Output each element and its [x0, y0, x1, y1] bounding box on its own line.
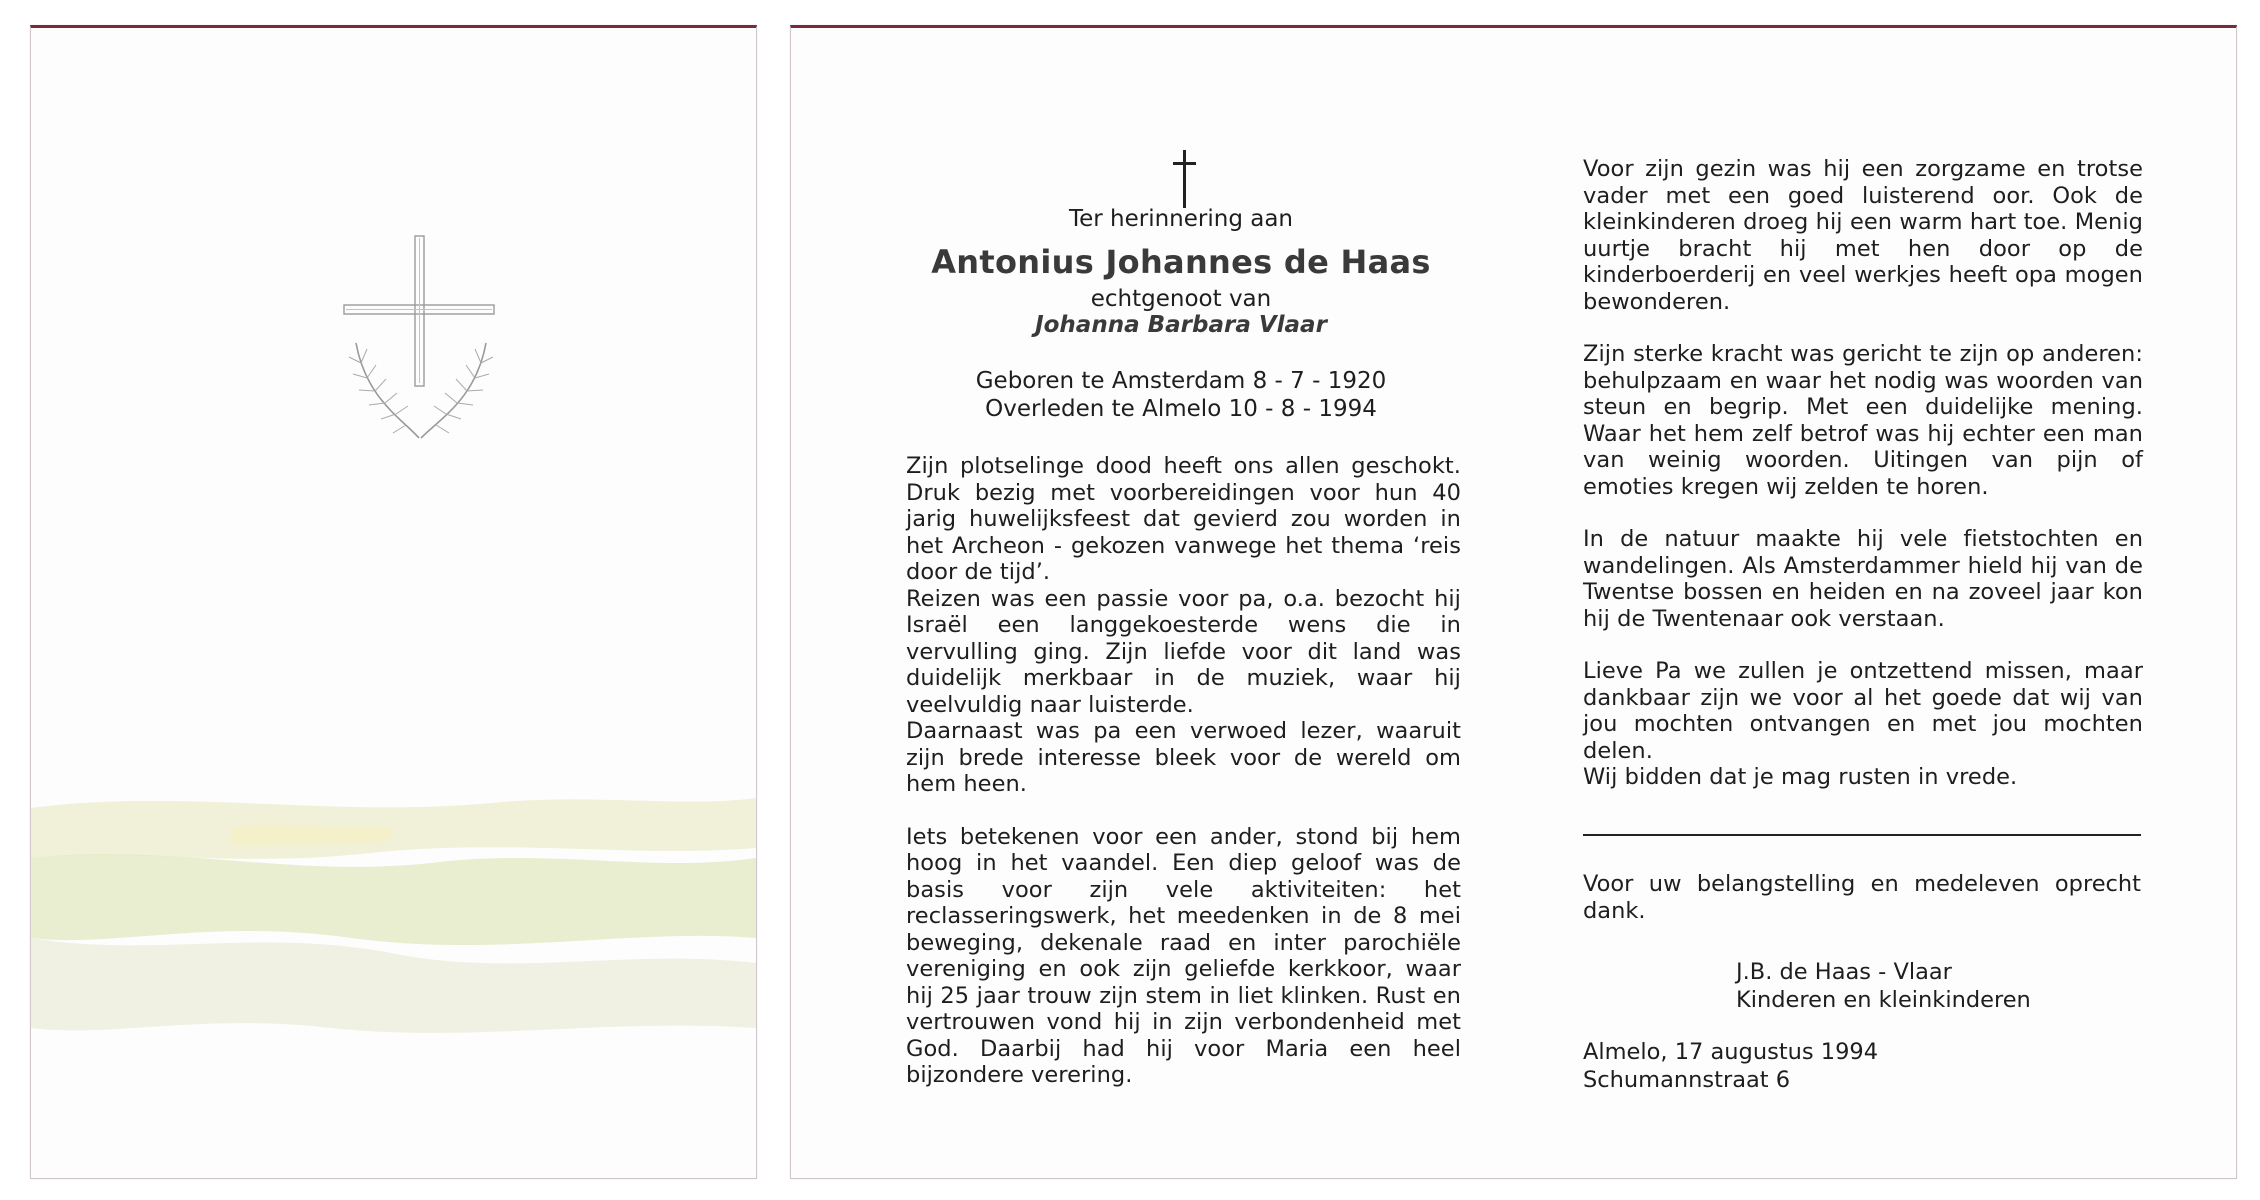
right-text-column — [1583, 156, 2143, 791]
front-cover — [30, 25, 757, 1179]
memorial-intro: Ter herinnering aan — [1068, 206, 1294, 232]
place-date-block — [1583, 1038, 1878, 1094]
signature-name: J.B. de Haas - Vlaar — [1736, 959, 1952, 985]
paragraph: Zijn plotselinge dood heeft ons allen geschokt. Druk bezig met voorbereidingen voor hun 40 jarig huwelijksfeest dat gevierd zou worden in het Archeon - gekozen vanwege het thema ‘reis door de tijd’. — [906, 453, 1461, 585]
paragraph: Lieve Pa we zullen je ontzettend missen, maar dankbaar zijn we voor al het goede dat wij van jou mochten ontvangen en met jou mochten delen. — [1583, 658, 2143, 764]
paragraph: Daarnaast was pa een verwoed lezer, waaruit zijn brede interesse bleek voor de wereld om hem heen. — [906, 718, 1461, 797]
cross-icon — [1171, 148, 1199, 210]
paragraph: Voor zijn gezin was hij een zorgzame en trotse vader met een goed luisterend oor. Ook de kleinkinderen droeg hij een warm hart toe. Menig uurtje bracht hij met hen door op de kinderboerderij en veel werkjes heeft opa mogen bewonderen. — [1583, 156, 2143, 315]
left-text-column — [906, 453, 1461, 1089]
closing-line: Wij bidden dat je mag rusten in vrede. — [1583, 764, 2018, 790]
paragraph: In de natuur maakte hij vele fietstochten en wandelingen. Als Amsterdammer hield hij van de Twentse bossen en heiden en na zoveel jaar kon hij de Twentenaar ook verstaan. — [1583, 526, 2143, 632]
signature-block — [1736, 958, 2031, 1014]
paragraph: Zijn sterke kracht was gericht te zijn op anderen: behulpzaam en waar het nodig was woorden van steun en begrip. Met een duidelijke mening. Waar het hem zelf betrof was hij echter een man van weinig woorden. Uitingen van pijn of emoties kregen wij zelden te horen. — [1583, 341, 2143, 500]
cross-with-palm-branches-icon — [341, 233, 501, 448]
address: Schumannstraat 6 — [1583, 1067, 1791, 1093]
paragraph: Reizen was een passie voor pa, o.a. bezocht hij Israël een langgekoesterde wens die in vervulling ging. Zijn liefde voor dit land was duidelijk merkbaar in de muziek, waar hij veelvuldig naar luisterde. — [906, 585, 1461, 718]
spouse-label: echtgenoot van — [1090, 286, 1272, 312]
birth-line: Geboren te Amsterdam 8 - 7 - 1920 — [975, 368, 1387, 394]
signature-family: Kinderen en kleinkinderen — [1736, 987, 2031, 1013]
inside-spread — [790, 25, 2237, 1179]
divider — [1583, 834, 2141, 836]
paragraph: Iets betekenen voor een ander, stond bij hem hoog in het vaandel. Een diep geloof was de basis voor zijn vele aktiviteiten: het reclasseringswerk, het meedenken in de 8 mei beweging, dekenale raad en inter parochiële vereniging en ook zijn geliefde kerkkoor, waar hij 25 jaar trouw zijn stem in liet klinken. Rust en vertrouwen vond hij in zijn verbondenheid met God. Daarbij had hij voor Maria een heel bijzondere verering. — [906, 823, 1461, 1088]
deceased-name: Antonius Johannes de Haas — [931, 243, 1431, 281]
death-line: Overleden te Almelo 10 - 8 - 1994 — [985, 396, 1377, 422]
spouse-name: Johanna Barbara Vlaar — [1035, 312, 1327, 338]
place-date: Almelo, 17 augustus 1994 — [1583, 1039, 1879, 1065]
thanks-note: Voor uw belangstelling en medeleven oprecht dank. — [1583, 871, 2141, 924]
watercolor-landscape — [31, 788, 756, 1088]
